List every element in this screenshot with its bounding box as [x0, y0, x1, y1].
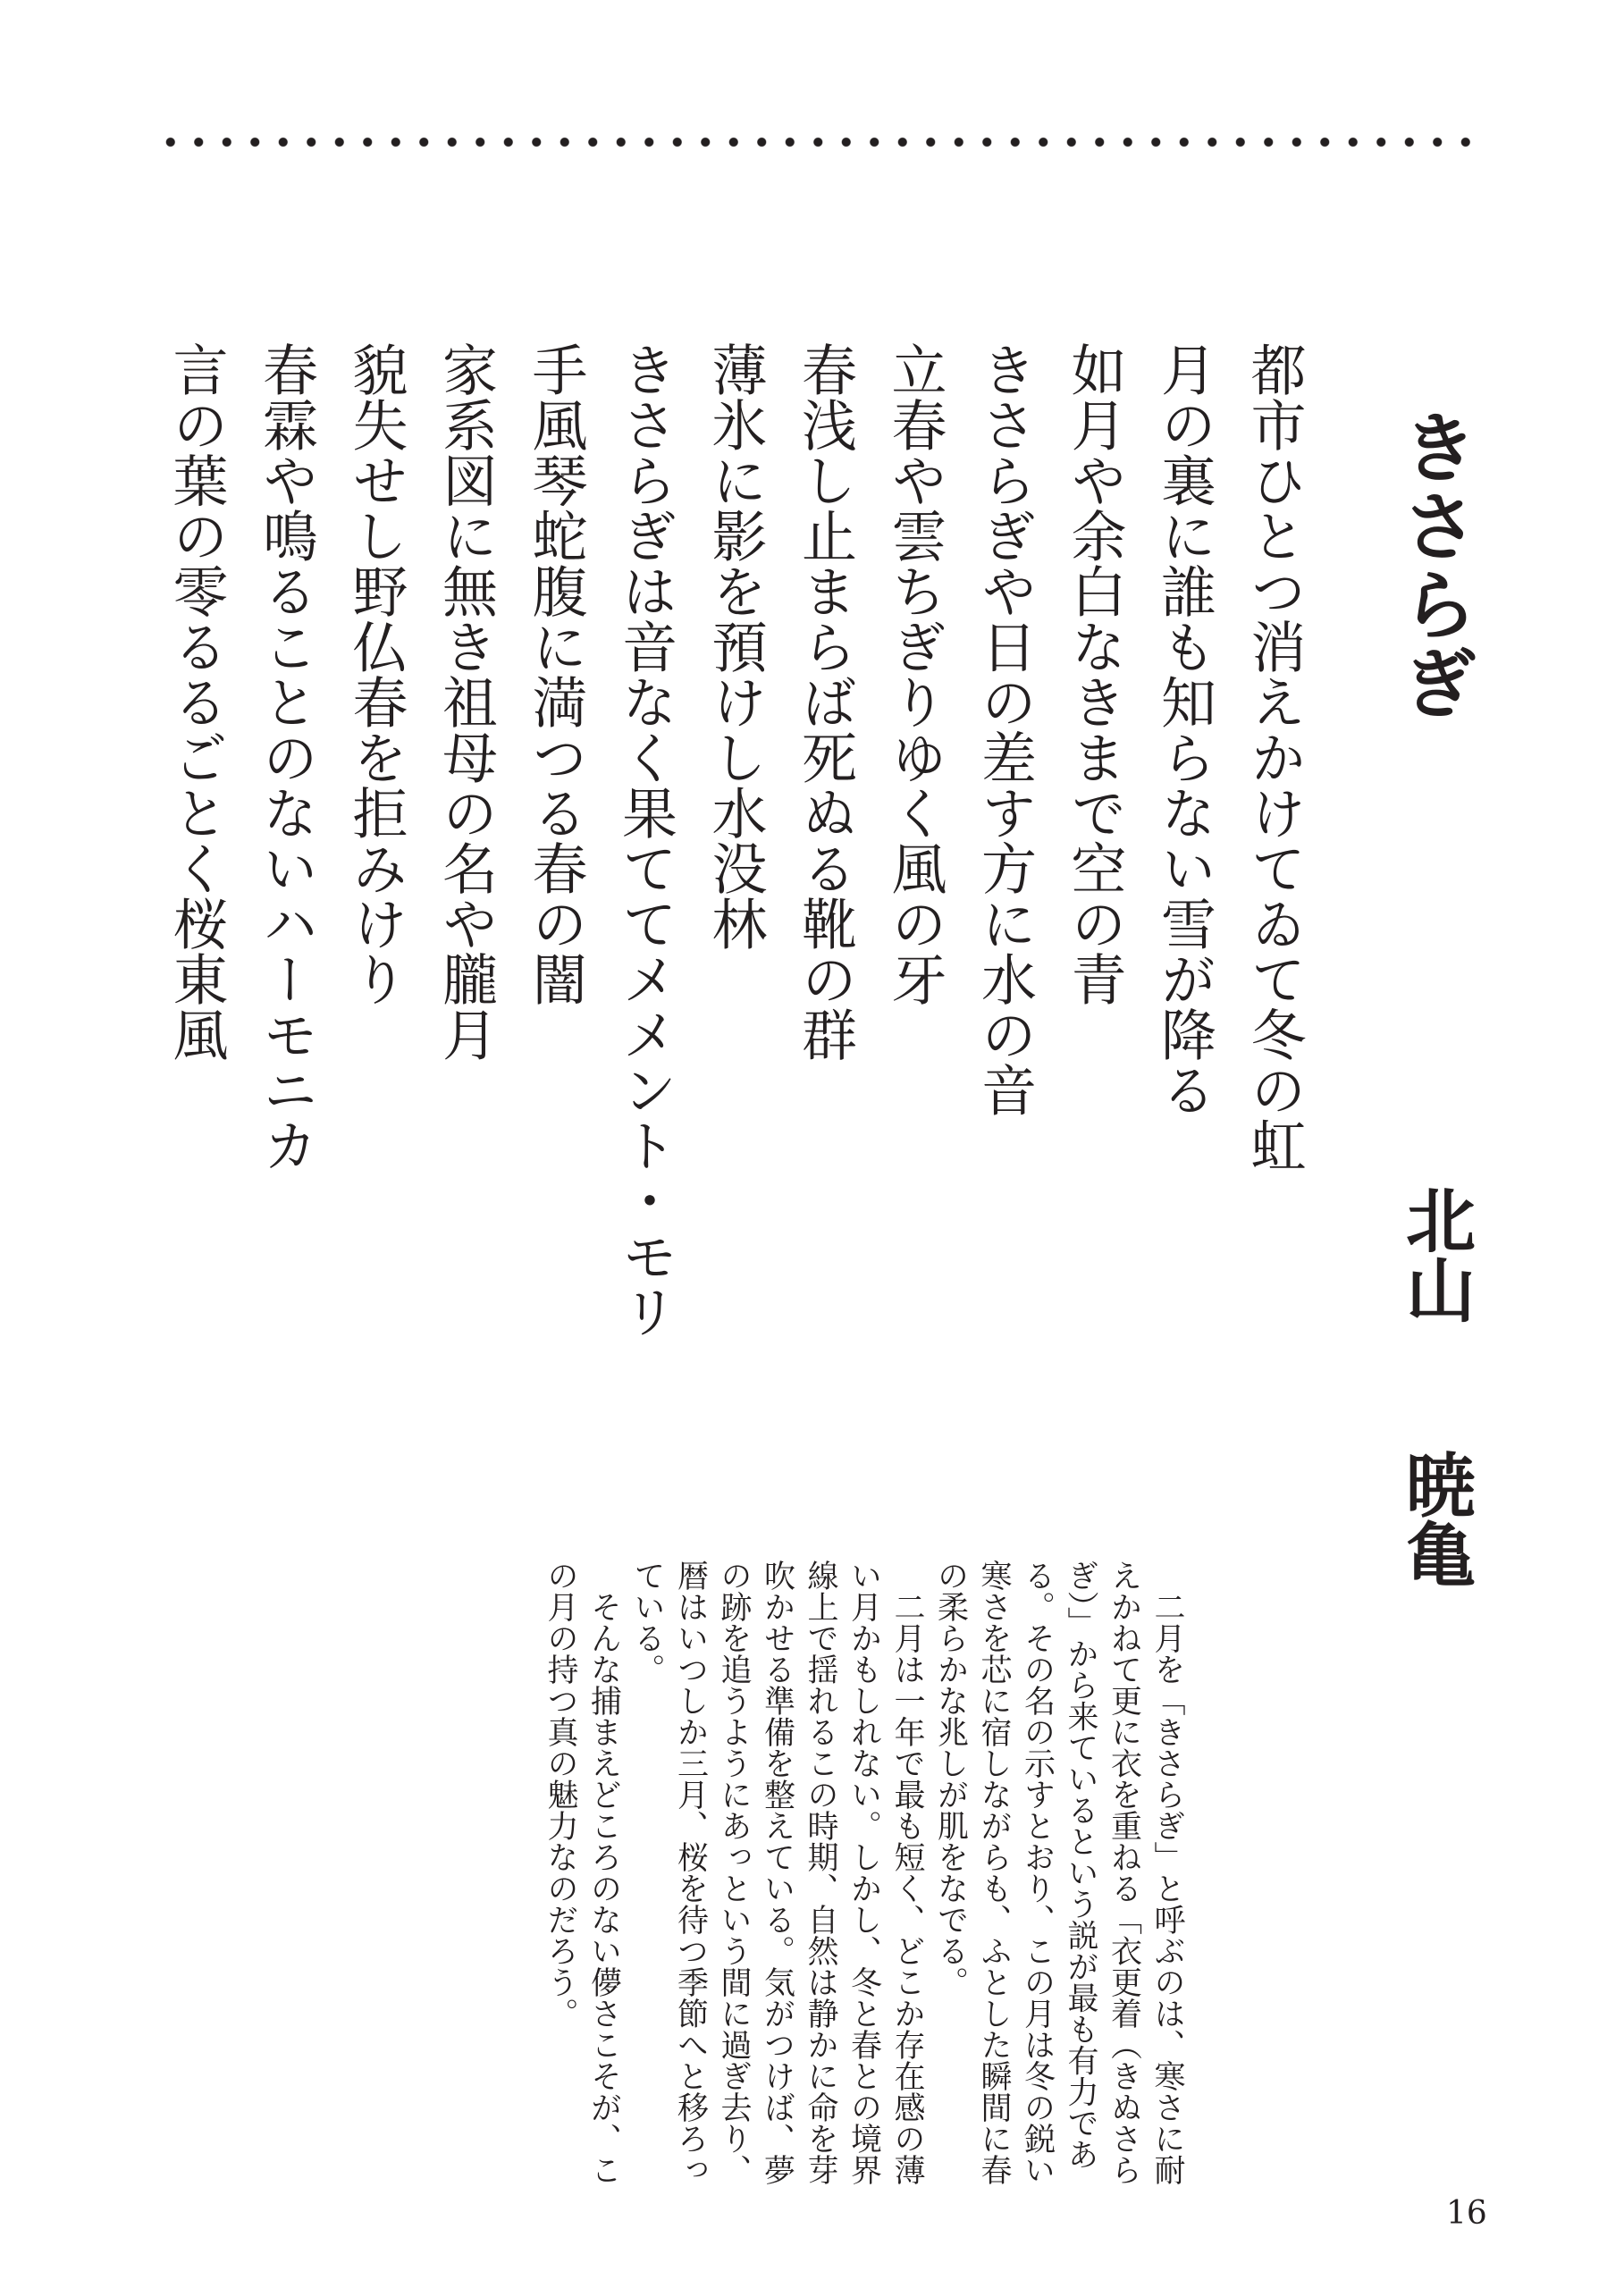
essay-paragraph: そんな捕まえどころのない儚さこそが、こ の月の持つ真の魅力なのだろう。 [543, 1560, 622, 2185]
haiku-sequence [156, 341, 1318, 1339]
haiku-line: 家系図に無き祖母の名や朧月 [433, 341, 499, 1062]
haiku-line: 春浅し止まらば死ぬる靴の群 [792, 341, 858, 1062]
essay [308, 1560, 1189, 2185]
author-name [1385, 1184, 1484, 1588]
haiku-line: 如月や余白なきまで空の青 [1062, 341, 1127, 1006]
haiku-line: 言の葉の零るるごとく桜東風 [164, 341, 229, 1062]
haiku-line: 薄氷に影を預けし水没林 [703, 341, 768, 951]
haiku-line: 都市ひとつ消えかけてゐて冬の虹 [1241, 341, 1307, 1173]
dotted-rule [156, 136, 1479, 148]
essay-paragraph: 二月は一年で最も短く、どこか存在感の薄 い月かもしれない。しかし、冬と春との境界 線上で揺れるこの時期、自然は静かに命を芽 吹かせる準備を整えている。気がつけば、夢 の跡を追うようにあっという間に過ぎ去り、 暦はいつしか三月、桜を待つ季節へと移ろっ ている。 [629, 1560, 925, 2185]
author-family-name: 北山 [1394, 1184, 1476, 1324]
poem-title: きさらぎ [1388, 408, 1478, 722]
haiku-line: 春霖や鳴ることのないハーモニカ [253, 341, 319, 1173]
haiku-line: 貌失せし野仏春を拒みけり [343, 341, 408, 1006]
essay-paragraph: 二月を「きさらぎ」と呼ぶのは、寒さに耐 えかねて更に衣を重ねる「衣更着（きぬさら ぎ）」から来ているという説が最も有力であ る。その名の示すとおり、この月は冬の鋭い 寒さを芯に宿しながらも、ふとした瞬間に春 の柔らかな兆しが肌をなでる。 [932, 1560, 1185, 2185]
haiku-line: きさらぎや日の差す方に水の音 [972, 341, 1038, 1117]
haiku-line: 立春や雲ちぎりゆく風の牙 [882, 341, 947, 1006]
haiku-line: 月の裏に誰も知らない雪が降る [1151, 341, 1217, 1117]
haiku-line: 手風琴蛇腹に満つる春の闇 [523, 341, 588, 1006]
haiku-line: きさらぎは音なく果ててメメント・モリ [612, 341, 678, 1339]
author-given-name: 暁亀 [1394, 1449, 1476, 1588]
page-number: 16 [1446, 2195, 1487, 2232]
